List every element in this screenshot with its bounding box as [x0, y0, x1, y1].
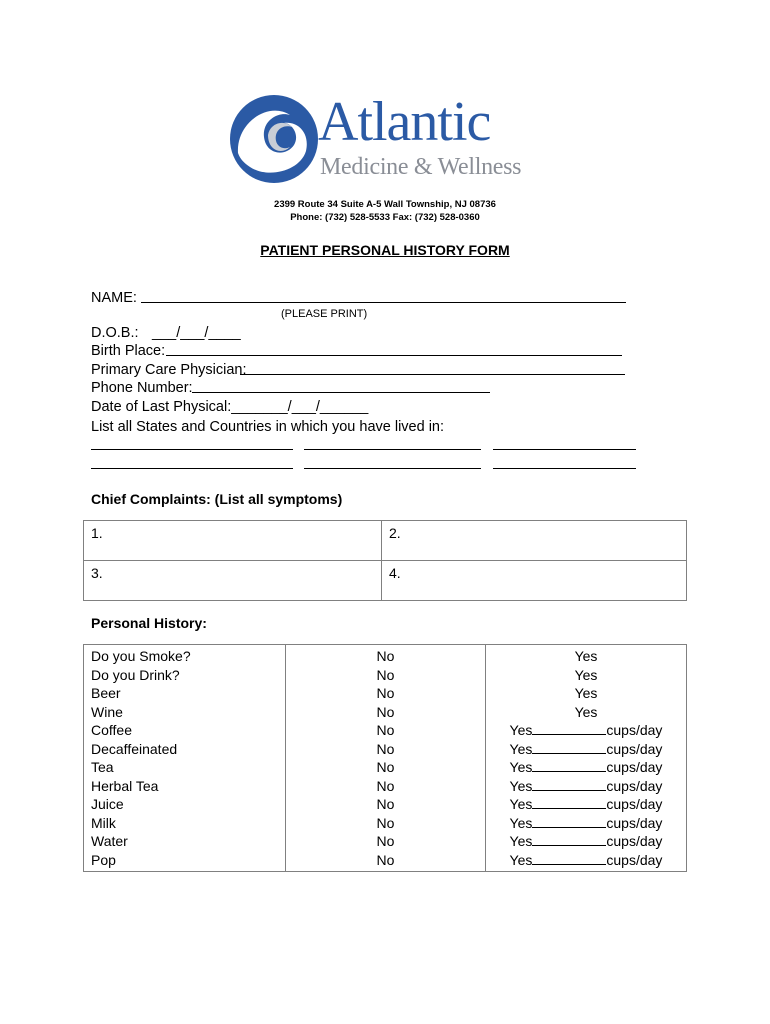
history-yes-option[interactable]: Yes cups/day [509, 777, 663, 794]
history-no-option[interactable]: No [376, 814, 395, 831]
complaint-cell[interactable]: 3. [84, 561, 382, 601]
last-physical-field[interactable]: Date of Last Physical:_______/___/______ [91, 399, 369, 415]
history-yes-option[interactable]: Yes cups/day [509, 759, 663, 775]
pcp-label: Primary Care Physician: [91, 362, 247, 378]
history-yes-option[interactable]: Yes cups/day [509, 833, 663, 849]
please-print-note: (PLEASE PRINT) [281, 308, 368, 320]
cups-per-day-field[interactable] [532, 833, 606, 846]
logo-name: Atlantic [318, 91, 491, 153]
history-question: Decaffeinated [91, 740, 178, 757]
cups-per-day-field[interactable] [532, 796, 606, 809]
history-question: Tea [91, 759, 114, 775]
phone-fax: Phone: (732) 528-5533 Fax: (732) 528-0360 [290, 212, 480, 223]
history-yes-option[interactable]: Yes [574, 685, 598, 701]
phone-label: Phone Number: [91, 380, 193, 396]
cups-per-day-label: cups/day [606, 796, 663, 812]
states-field[interactable] [304, 468, 481, 469]
cups-per-day-label: cups/day [606, 777, 663, 794]
question-column [84, 645, 286, 872]
history-no-option[interactable]: No [376, 666, 395, 683]
states-field[interactable] [91, 468, 293, 469]
history-no-option[interactable]: No [376, 703, 395, 720]
name-label: NAME: [91, 290, 137, 306]
cups-per-day-label: cups/day [606, 814, 663, 831]
form-title: PATIENT PERSONAL HISTORY FORM [260, 242, 510, 258]
history-question: Juice [91, 796, 124, 812]
birth-place-field[interactable] [166, 355, 622, 356]
states-field[interactable] [91, 449, 293, 450]
cups-per-day-field[interactable] [532, 741, 606, 754]
cups-per-day-field[interactable] [532, 722, 606, 735]
cups-per-day-label: cups/day [606, 722, 663, 738]
history-no-option[interactable]: No [376, 648, 395, 664]
yes-column [486, 645, 687, 872]
personal-history-heading: Personal History: [91, 615, 207, 631]
complaint-cell[interactable]: 2. [382, 521, 687, 561]
history-no-option[interactable]: No [376, 851, 395, 868]
cups-per-day-field[interactable] [532, 759, 606, 772]
states-field[interactable] [304, 449, 481, 450]
cups-per-day-label: cups/day [606, 851, 663, 868]
history-no-option[interactable]: No [376, 759, 395, 775]
history-question: Beer [91, 685, 121, 701]
address: 2399 Route 34 Suite A-5 Wall Township, NJ 08736 [274, 199, 496, 210]
cups-per-day-label: cups/day [606, 740, 663, 757]
history-yes-option[interactable]: Yes cups/day [509, 851, 663, 868]
history-no-option[interactable]: No [376, 777, 395, 794]
history-question: Wine [91, 703, 123, 720]
history-yes-option[interactable]: Yes [574, 648, 598, 664]
history-question: Herbal Tea [91, 777, 159, 794]
chief-complaints-heading: Chief Complaints: (List all symptoms) [91, 491, 343, 507]
phone-field[interactable] [192, 392, 490, 393]
cups-per-day-label: cups/day [606, 833, 663, 849]
history-yes-option[interactable]: Yes cups/day [509, 814, 663, 831]
history-question: Do you Drink? [91, 666, 180, 683]
chief-complaints-table [83, 520, 687, 601]
cups-per-day-field[interactable] [532, 815, 606, 828]
history-yes-option[interactable]: Yes [574, 666, 598, 683]
history-no-option[interactable]: No [376, 833, 395, 849]
history-yes-option[interactable]: Yes cups/day [509, 796, 663, 812]
history-no-option[interactable]: No [376, 685, 395, 701]
history-question: Milk [91, 814, 116, 831]
dob-label: D.O.B.: [91, 325, 139, 341]
name-field[interactable] [141, 302, 626, 303]
history-no-option[interactable]: No [376, 740, 395, 757]
history-yes-option[interactable]: Yes [574, 703, 598, 720]
history-yes-option[interactable]: Yes cups/day [509, 740, 663, 757]
complaint-cell[interactable]: 1. [84, 521, 382, 561]
history-question: Pop [91, 851, 116, 868]
history-question: Water [91, 833, 128, 849]
cups-per-day-field[interactable] [532, 778, 606, 791]
personal-history-table [83, 644, 687, 872]
history-question: Coffee [91, 722, 132, 738]
history-no-option[interactable]: No [376, 796, 395, 812]
dob-field[interactable]: ___/___/____ [152, 325, 241, 341]
states-field[interactable] [493, 449, 636, 450]
complaint-cell[interactable]: 4. [382, 561, 687, 601]
logo-swoosh-icon [228, 93, 320, 185]
birth-place-label: Birth Place: [91, 343, 166, 359]
logo-subtitle: Medicine & Wellness [320, 154, 522, 180]
pcp-field[interactable] [240, 374, 625, 375]
history-no-option[interactable]: No [376, 722, 395, 738]
no-column [286, 645, 486, 872]
history-yes-option[interactable]: Yes cups/day [509, 722, 663, 738]
history-question: Do you Smoke? [91, 648, 191, 664]
cups-per-day-label: cups/day [606, 759, 663, 775]
cups-per-day-field[interactable] [532, 852, 606, 865]
states-field[interactable] [493, 468, 636, 469]
states-label: List all States and Countries in which you have lived in: [91, 419, 445, 435]
